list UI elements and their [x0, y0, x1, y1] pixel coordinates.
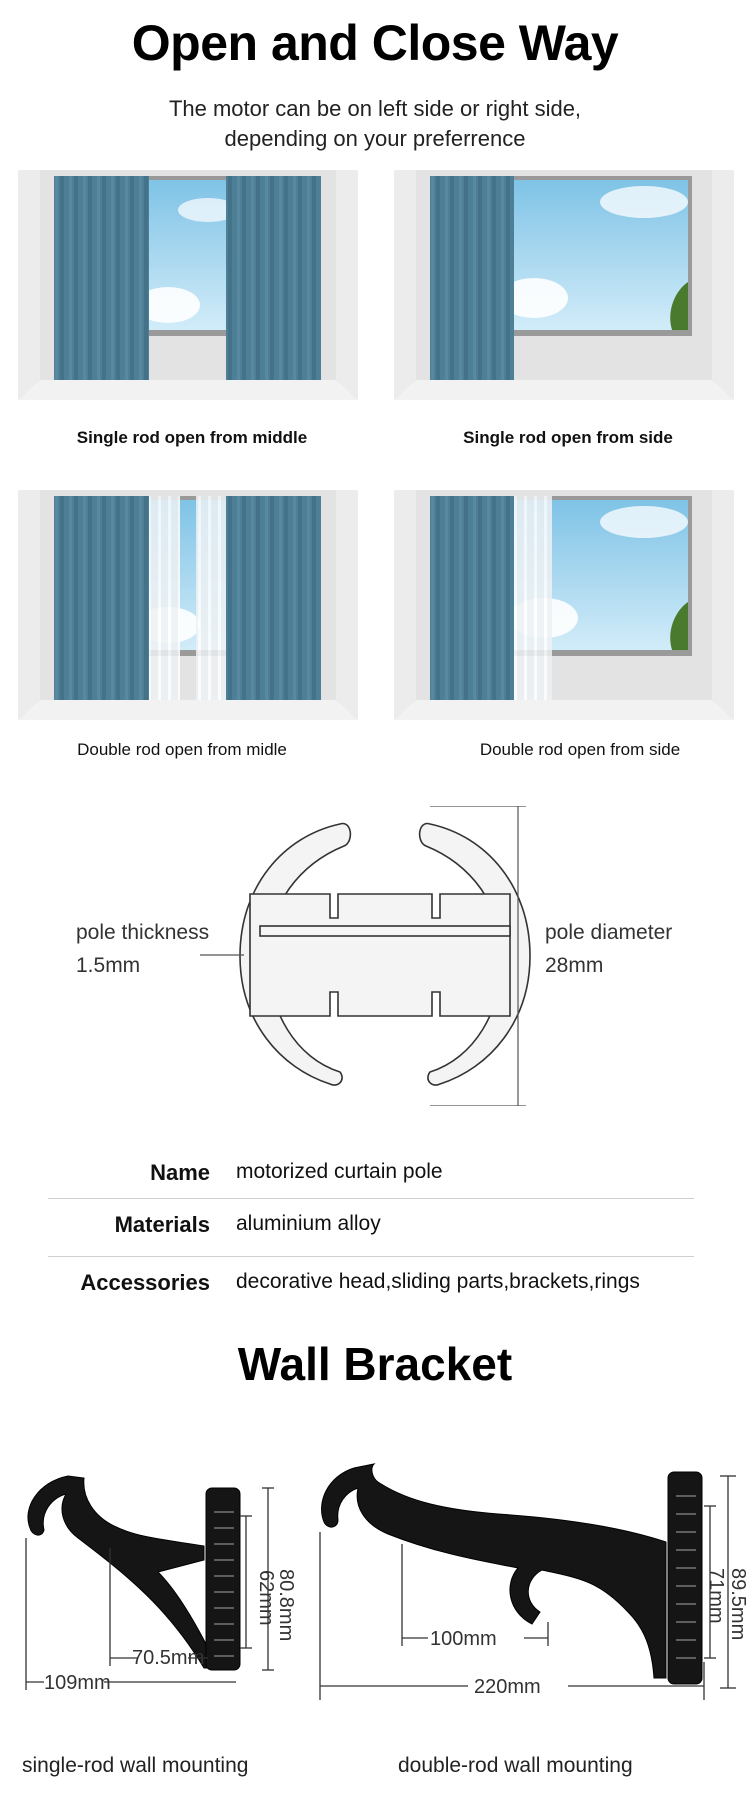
pole-cross-section-diagram: [200, 806, 600, 1106]
double-total-width-label: 220mm: [474, 1676, 541, 1698]
spec-row-accessories: [48, 1270, 694, 1326]
scene-single-rod-side: [394, 170, 734, 400]
pole-diameter-title: pole diameter: [545, 921, 673, 944]
spec-label: Name: [150, 1160, 210, 1185]
section-subtitle: [0, 94, 750, 154]
spec-value: aluminium alloy: [236, 1212, 381, 1235]
pole-diameter-value: 28mm: [545, 954, 604, 977]
spec-value: decorative head,sliding parts,brackets,rings: [236, 1270, 640, 1293]
double-inner-width-label: 100mm: [430, 1628, 497, 1650]
caption-double-rod-middle: Double rod open from midle: [77, 740, 287, 759]
spec-row-materials: [48, 1212, 694, 1268]
caption-double-rod-side: Double rod open from side: [479, 740, 681, 759]
spec-label: Accessories: [80, 1270, 210, 1295]
pole-thickness-label: [76, 916, 209, 982]
single-height-inner-label: 62mm: [255, 1570, 277, 1626]
single-total-width-label: 109mm: [44, 1672, 111, 1694]
spec-value: motorized curtain pole: [236, 1160, 443, 1183]
pole-thickness-value: 1.5mm: [76, 954, 141, 977]
caption-single-rod-mounting: single-rod wall mounting: [22, 1754, 249, 1777]
scene-double-rod-side: [394, 490, 734, 720]
single-height-outer-label: 80.8mm: [275, 1569, 297, 1642]
pole-diameter-label: [545, 916, 672, 982]
spec-divider: [48, 1256, 694, 1257]
single-rod-bracket-labels: [18, 1468, 318, 1698]
pole-inner-frame: [250, 894, 510, 1016]
spec-divider: [48, 1198, 694, 1199]
section-title-wall-bracket: Wall Bracket: [237, 1338, 513, 1390]
subtitle-line-1: The motor can be on left side or right side,: [168, 96, 582, 121]
scene-double-rod-middle: [18, 490, 358, 720]
double-rod-bracket-labels: [318, 1462, 749, 1702]
pole-thickness-title: pole thickness: [76, 921, 210, 944]
pole-center-bar: [260, 926, 510, 936]
spec-label: Materials: [114, 1212, 210, 1237]
subtitle-line-2: depending on your preferrence: [224, 126, 526, 151]
single-inner-width-label: 70.5mm: [132, 1647, 205, 1669]
caption-single-rod-middle: Single rod open from middle: [76, 428, 308, 447]
double-height-inner-label: 71mm: [705, 1568, 727, 1624]
section-title-open-close: Open and Close Way: [131, 15, 619, 71]
spec-row-name: [48, 1160, 694, 1216]
scene-single-rod-middle: [18, 170, 358, 400]
caption-double-rod-mounting: double-rod wall mounting: [398, 1754, 633, 1777]
double-height-outer-label: 89.5mm: [727, 1568, 749, 1641]
caption-single-rod-side: Single rod open from side: [463, 428, 673, 447]
